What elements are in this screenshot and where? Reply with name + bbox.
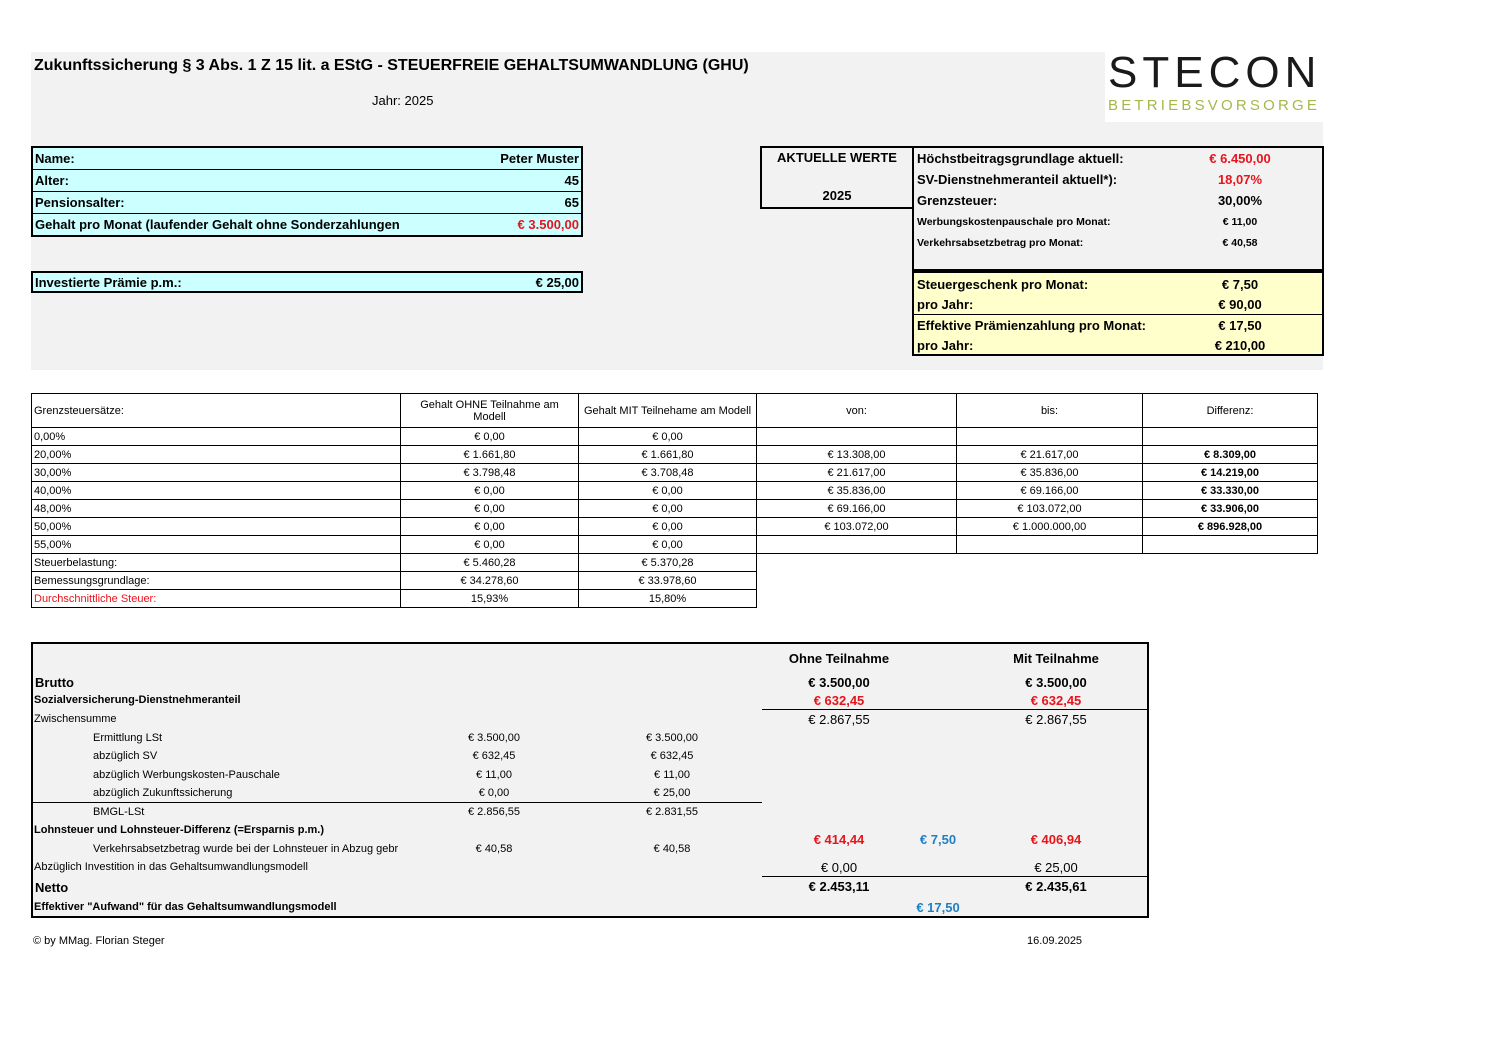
- vab-value: € 40,58: [1222, 236, 1258, 249]
- eff-premium-month-value: € 17,50: [1218, 317, 1262, 333]
- table-cell: € 3.708,48: [579, 464, 757, 482]
- logo-main-text: STECON: [1108, 48, 1322, 97]
- brutto-ohne: € 3.500,00: [808, 675, 870, 690]
- lst-mit: € 406,94: [1030, 832, 1082, 847]
- year-label: [372, 93, 433, 108]
- wk-row: [914, 211, 1322, 232]
- eff-premium-year-label: pro Jahr:: [917, 337, 974, 353]
- table-cell: € 0,00: [579, 500, 757, 518]
- subtotal-ohne: € 2.867,55: [808, 712, 870, 727]
- bmgl-a: € 2.856,55: [468, 806, 520, 818]
- minus-wk-b: € 11,00: [654, 769, 690, 781]
- copyright: © by MMag. Florian Steger: [33, 935, 165, 947]
- table-cell: € 69.166,00: [757, 500, 957, 518]
- table-cell: 20,00%: [32, 446, 401, 464]
- sv-label: Sozialversicherung-Dienstnehmeranteil: [34, 694, 241, 706]
- sv-mit: € 632,45: [1030, 693, 1082, 708]
- col-mit-header: Mit Teilnahme: [1013, 651, 1099, 666]
- summary-cell: € 5.370,28: [579, 554, 757, 572]
- vab-label: Verkehrsabsetzbetrag pro Monat:: [917, 236, 1084, 249]
- table-cell: € 21.617,00: [757, 464, 957, 482]
- sv-share-row: [914, 169, 1322, 190]
- investment-ohne: € 0,00: [820, 860, 858, 875]
- age-value[interactable]: 45: [564, 173, 579, 188]
- vab-calc-label: Verkehrsabsetzbetrag wurde bei der Lohnsteuer in Abzug gebr: [93, 843, 399, 855]
- effective-cost-value: € 17,50: [916, 900, 960, 915]
- header-cell: von:: [757, 394, 957, 428]
- eff-premium-month-label: Effektive Prämienzahlung pro Monat:: [917, 317, 1146, 333]
- table-cell: € 0,00: [579, 428, 757, 446]
- table-row: [32, 446, 1318, 464]
- table-row: [32, 500, 1318, 518]
- table-cell: € 0,00: [401, 536, 579, 554]
- year-caption: Jahr:: [372, 93, 401, 108]
- table-cell: € 0,00: [579, 518, 757, 536]
- table-cell: € 0,00: [401, 428, 579, 446]
- lst-diff: € 7,50: [919, 832, 957, 847]
- lst-ohne: € 414,44: [813, 832, 865, 847]
- table-cell: 50,00%: [32, 518, 401, 536]
- table-cell: [1143, 428, 1318, 446]
- eff-premium-year-value: € 210,00: [1214, 337, 1266, 353]
- salary-label: Gehalt pro Monat (laufender Gehalt ohne Sonderzahlungen: [35, 217, 400, 232]
- lst-calc-b: € 3.500,00: [646, 732, 698, 744]
- salary-value[interactable]: € 3.500,00: [517, 217, 579, 232]
- table-cell: € 1.661,80: [579, 446, 757, 464]
- sv-ohne: € 632,45: [813, 693, 865, 708]
- table-cell: € 0,00: [579, 536, 757, 554]
- minus-zs-a: € 0,00: [478, 787, 510, 799]
- subtotal-mit: € 2.867,55: [1025, 712, 1087, 727]
- table-cell: € 8.309,00: [1143, 446, 1318, 464]
- tax-gift-year-row: [914, 294, 1322, 315]
- summary-label: Bemessungsgrundlage:: [32, 572, 401, 590]
- premium-label: Investierte Prämie p.m.:: [35, 274, 182, 290]
- table-cell: € 1.000.000,00: [957, 518, 1143, 536]
- name-label: Name:: [35, 151, 75, 166]
- eff-premium-year-row: [914, 335, 1322, 355]
- summary-cell: € 33.978,60: [579, 572, 757, 590]
- premium-value[interactable]: € 25,00: [535, 274, 579, 290]
- summary-row: [32, 554, 1318, 572]
- table-row: [32, 428, 1318, 446]
- tax-gift-month-label: Steuergeschenk pro Monat:: [917, 276, 1089, 292]
- lst-calc-label: Ermittlung LSt: [93, 732, 163, 744]
- tax-gift-year-label: pro Jahr:: [917, 296, 974, 312]
- age-row: [33, 170, 581, 192]
- summary-cell: € 5.460,28: [401, 554, 579, 572]
- current-values-heading: AKTUELLE WERTE: [777, 150, 897, 165]
- vab-calc-a: € 40,58: [475, 843, 513, 855]
- table-cell: 48,00%: [32, 500, 401, 518]
- brutto-label: Brutto: [35, 675, 74, 690]
- header-cell: bis:: [957, 394, 1143, 428]
- marginal-tax-label: Grenzsteuer:: [917, 193, 998, 208]
- minus-sv-b: € 632,45: [650, 750, 694, 762]
- netto-mit: € 2.435,61: [1025, 879, 1087, 894]
- minus-sv-a: € 632,45: [472, 750, 516, 762]
- minus-zs-label: abzüglich Zukunftssicherung: [93, 787, 233, 799]
- year-value: 2025: [404, 93, 434, 108]
- marginal-tax-row: [914, 190, 1322, 211]
- age-label: Alter:: [35, 173, 69, 188]
- current-values-box: [760, 146, 914, 209]
- table-cell: € 0,00: [579, 482, 757, 500]
- wk-value: € 11,00: [1222, 215, 1258, 228]
- table-row: [32, 464, 1318, 482]
- table-row: [32, 536, 1318, 554]
- table-cell: € 1.661,80: [401, 446, 579, 464]
- subtotal-divider: [762, 709, 1149, 710]
- name-value[interactable]: Peter Muster: [500, 151, 579, 166]
- summary-label: Durchschnittliche Steuer:: [32, 590, 401, 608]
- marginal-tax-value: 30,00%: [1217, 193, 1263, 208]
- table-cell: [957, 428, 1143, 446]
- table-cell: [1143, 536, 1318, 554]
- table-cell: € 896.928,00: [1143, 518, 1318, 536]
- table-cell: € 0,00: [401, 500, 579, 518]
- stecon-logo: [1108, 50, 1321, 114]
- bmgl-divider: [33, 802, 762, 803]
- header-cell: Gehalt OHNE Teilnahme am Modell: [401, 394, 579, 428]
- bmgl-label: BMGL-LSt: [93, 806, 145, 818]
- eff-premium-month-row: [914, 315, 1322, 335]
- print-date: 16.09.2025: [1027, 935, 1083, 947]
- logo-sub-text: BETRIEBSVORSORGE: [1108, 97, 1321, 114]
- bmgl-b: € 2.831,55: [646, 806, 698, 818]
- netto-ohne: € 2.453,11: [808, 879, 870, 894]
- brutto-mit: € 3.500,00: [1025, 675, 1087, 690]
- table-cell: € 69.166,00: [957, 482, 1143, 500]
- lst-calc-a: € 3.500,00: [468, 732, 520, 744]
- minus-wk-a: € 11,00: [476, 769, 512, 781]
- salary-row: [33, 214, 581, 235]
- header-cell: Differenz:: [1143, 394, 1318, 428]
- sv-share-value: 18,07%: [1217, 172, 1263, 187]
- table-cell: € 0,00: [401, 482, 579, 500]
- netto-label: Netto: [35, 880, 69, 895]
- page-title: Zukunftssicherung § 3 Abs. 1 Z 15 lit. a EStG - STEUERFREIE GEHALTSUMWANDLUNG (GHU): [34, 57, 749, 74]
- table-cell: 40,00%: [32, 482, 401, 500]
- tax-gift-month-value: € 7,50: [1221, 276, 1259, 292]
- table-cell: € 35.836,00: [957, 464, 1143, 482]
- table-cell: 55,00%: [32, 536, 401, 554]
- table-header-row: [32, 394, 1318, 428]
- table-cell: € 103.072,00: [757, 518, 957, 536]
- premium-box: [31, 271, 583, 293]
- sv-share-label: SV-Dienstnehmeranteil aktuell*):: [917, 172, 1118, 187]
- table-cell: [957, 536, 1143, 554]
- table-cell: 0,00%: [32, 428, 401, 446]
- table-cell: € 103.072,00: [957, 500, 1143, 518]
- person-info-box: [31, 146, 583, 237]
- table-cell: € 33.906,00: [1143, 500, 1318, 518]
- vab-row: [914, 232, 1322, 253]
- table-row: [32, 518, 1318, 536]
- pension-row: [33, 192, 581, 214]
- table-cell: [757, 428, 957, 446]
- current-values-year: 2025: [822, 188, 852, 203]
- calculation-box: [31, 642, 1149, 918]
- table-cell: [757, 536, 957, 554]
- subtotal-label: Zwischensumme: [34, 713, 117, 725]
- minus-wk-label: abzüglich Werbungskosten-Pauschale: [93, 769, 280, 781]
- header-cell: Grenzsteuersätze:: [32, 394, 401, 428]
- table-cell: € 0,00: [401, 518, 579, 536]
- summary-label: Steuerbelastung:: [32, 554, 401, 572]
- table-cell: € 21.617,00: [957, 446, 1143, 464]
- hbgl-value: € 6.450,00: [1209, 151, 1271, 166]
- pension-label: Pensionsalter:: [35, 195, 125, 210]
- vab-calc-b: € 40,58: [653, 843, 691, 855]
- minus-sv-label: abzüglich SV: [93, 750, 158, 762]
- table-cell: 30,00%: [32, 464, 401, 482]
- summary-cell: € 34.278,60: [401, 572, 579, 590]
- netto-divider: [762, 876, 1149, 877]
- current-values-panel: [912, 146, 1324, 271]
- table-cell: € 33.330,00: [1143, 482, 1318, 500]
- table-cell: € 14.219,00: [1143, 464, 1318, 482]
- investment-mit: € 25,00: [1034, 860, 1078, 875]
- hbgl-row: [914, 148, 1322, 169]
- benefit-box: [912, 271, 1324, 356]
- table-cell: € 35.836,00: [757, 482, 957, 500]
- hbgl-label: Höchstbeitragsgrundlage aktuell:: [917, 151, 1124, 166]
- wk-label: Werbungskostenpauschale pro Monat:: [917, 215, 1111, 228]
- summary-cell: 15,93%: [401, 590, 579, 608]
- minus-zs-b: € 25,00: [653, 787, 691, 799]
- table-row: [32, 482, 1318, 500]
- table-cell: € 13.308,00: [757, 446, 957, 464]
- table-cell: € 3.798,48: [401, 464, 579, 482]
- col-ohne-header: Ohne Teilnahme: [788, 651, 890, 666]
- effective-cost-label: Effektiver "Aufwand" für das Gehaltsumwandlungsmodell: [34, 901, 337, 913]
- tax-gift-year-value: € 90,00: [1218, 296, 1262, 312]
- pension-value[interactable]: 65: [564, 195, 579, 210]
- header-cell: Gehalt MIT Teilnehame am Modell: [579, 394, 757, 428]
- summary-row: [32, 590, 1318, 608]
- lst-label: Lohnsteuer und Lohnsteuer-Differenz (=Ersparnis p.m.): [34, 824, 325, 836]
- summary-cell: 15,80%: [579, 590, 757, 608]
- summary-row: [32, 572, 1318, 590]
- investment-label: Abzüglich Investition in das Gehaltsumwandlungsmodell: [34, 861, 308, 873]
- tax-gift-month-row: [914, 274, 1322, 294]
- tax-bracket-table: [31, 393, 1318, 608]
- name-row: [33, 148, 581, 170]
